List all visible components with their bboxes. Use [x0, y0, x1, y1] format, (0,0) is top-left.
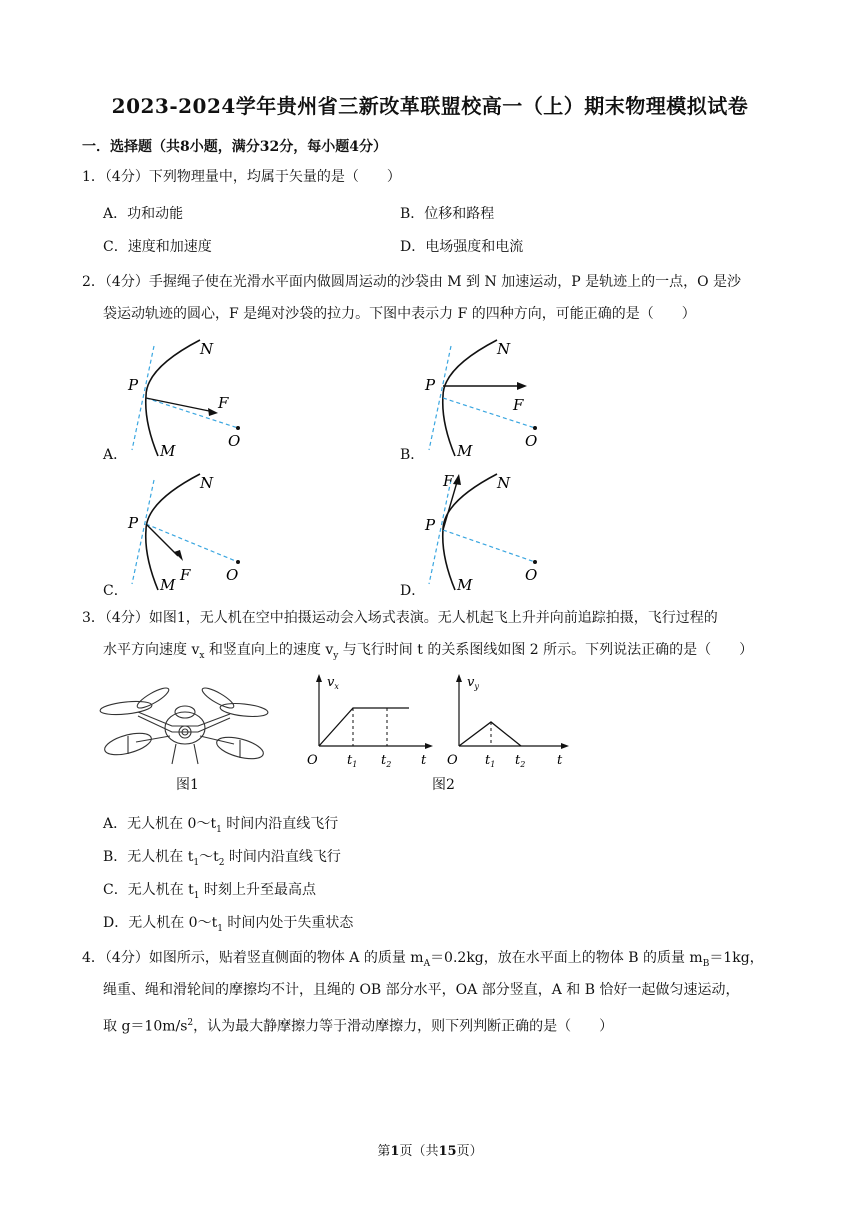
label-m: M — [160, 442, 176, 460]
q3-stem-line2: 水平方向速度 $v_x$ 和竖直向上的速度 $v_y$ 与飞行时间 t 的关系图线如图 2 所示。下列说法正确的是（ ） — [103, 642, 754, 661]
q3-stem-line1: 3．（4分）如图1，无人机在空中拍摄运动会入场式表演。无人机起飞上升并向前追踪拍摄，飞行过程的 — [82, 610, 718, 626]
drone-illustration — [98, 682, 270, 774]
q4-stem-line2: 绳重、绳和滑轮间的摩擦均不计，且绳的 OB 部分水平，OA 部分竖直，A 和 B 恰好一起做匀速运动， — [103, 982, 740, 998]
q1-option-a: A．功和动能 — [103, 206, 184, 222]
label-o: O — [228, 432, 241, 450]
label-n: N — [200, 474, 214, 492]
t1-tick: t — [347, 753, 353, 768]
origin-label: O — [447, 753, 458, 768]
q2-diagram-c — [118, 472, 258, 596]
q2-diagram-b — [415, 338, 555, 462]
t2-tick: t — [515, 753, 521, 768]
label-o: O — [226, 566, 239, 584]
svg-text:t1: $t_1$ — [347, 753, 358, 769]
label-f: F — [218, 394, 229, 412]
section-heading: 一．选择题（共8小题，满分32分，每小题4分） — [82, 139, 387, 155]
vx-axis-label: v — [327, 675, 335, 690]
svg-text:vy: $v_y$ — [467, 675, 479, 691]
origin-label: O — [307, 753, 318, 768]
svg-text:t2: $t_2$ — [381, 753, 392, 769]
page-footer: 第1页（共15页） — [377, 1144, 483, 1159]
q4-stem-line1: 4．（4分）如图所示，贴着竖直侧面的物体 A 的质量 $m_A=0.2kg$，放在水平面上的物体 B 的质量 $m_B=1kg$， — [82, 950, 764, 969]
q2-diagram-d — [415, 472, 555, 596]
q1-option-d: D．电场强度和电流 — [400, 239, 524, 255]
q1-stem: 1．（4分）下列物理量中，均属于矢量的是（ ） — [82, 169, 401, 185]
q3-option-d: D．无人机在 $0\sim t_1$ 时间内处于失重状态 — [103, 915, 354, 934]
label-m: M — [457, 442, 473, 460]
q2-option-d: D． — [400, 583, 426, 599]
q3-option-b: B．无人机在 $t_1\sim t_2$ 时间内沿直线飞行 — [103, 849, 341, 868]
svg-text:t2: $t_2$ — [515, 753, 526, 769]
label-m: M — [457, 576, 473, 594]
q3-option-a: A．无人机在 $0\sim t_1$ 时间内沿直线飞行 — [103, 816, 339, 835]
label-m: M — [160, 576, 176, 594]
page-title: 2023-2024学年贵州省三新改革联盟校高一（上）期末物理模拟试卷 — [111, 94, 749, 118]
t-axis-label: t — [421, 753, 427, 768]
svg-text:vx: $v_x$ — [327, 675, 339, 691]
q1-option-c: C．速度和加速度 — [103, 239, 212, 255]
label-n: N — [200, 340, 214, 358]
label-p: P — [425, 516, 436, 534]
label-n: N — [497, 340, 511, 358]
label-o: O — [525, 566, 538, 584]
q2-option-c: C． — [103, 583, 128, 599]
t2-tick: t — [381, 753, 387, 768]
q1-option-b: B．位移和路程 — [400, 206, 495, 222]
svg-text:t1: $t_1$ — [485, 753, 496, 769]
q2-stem-line1: 2．（4分）手握绳子使在光滑水平面内做圆周运动的沙袋由 M 到 N 加速运动，P 是轨迹上的一点，O 是沙 — [82, 274, 741, 290]
vx-time-graph — [305, 672, 435, 772]
fig1-caption: 图1 — [176, 777, 199, 793]
q2-diagram-a — [118, 338, 258, 462]
label-f: F — [180, 566, 191, 584]
fig2-caption: 图2 — [432, 777, 455, 793]
label-p: P — [128, 376, 139, 394]
q4-stem-line3: 取 $g=10m/s^2$，认为最大静摩擦力等于滑动摩擦力，则下列判断正确的是（ ） — [103, 1018, 614, 1035]
q2-stem-line2: 袋运动轨迹的圆心，F 是绳对沙袋的拉力。下图中表示力 F 的四种方向，可能正确的是（ ） — [103, 306, 696, 322]
q2-option-b: B． — [400, 447, 425, 463]
label-f: F — [513, 396, 524, 414]
label-p: P — [425, 376, 436, 394]
t1-tick: t — [485, 753, 491, 768]
vy-axis-label: v — [467, 675, 475, 690]
label-f: F — [443, 472, 454, 490]
total-pages: 15 — [438, 1144, 457, 1159]
page-number: 1 — [390, 1144, 400, 1159]
label-p: P — [128, 514, 139, 532]
label-o: O — [525, 432, 538, 450]
t-axis-label: t — [557, 753, 563, 768]
q2-option-a: A． — [103, 447, 128, 463]
q3-option-c: C．无人机在 $t_1$ 时刻上升至最高点 — [103, 882, 316, 901]
label-n: N — [497, 474, 511, 492]
vy-time-graph — [445, 672, 575, 772]
